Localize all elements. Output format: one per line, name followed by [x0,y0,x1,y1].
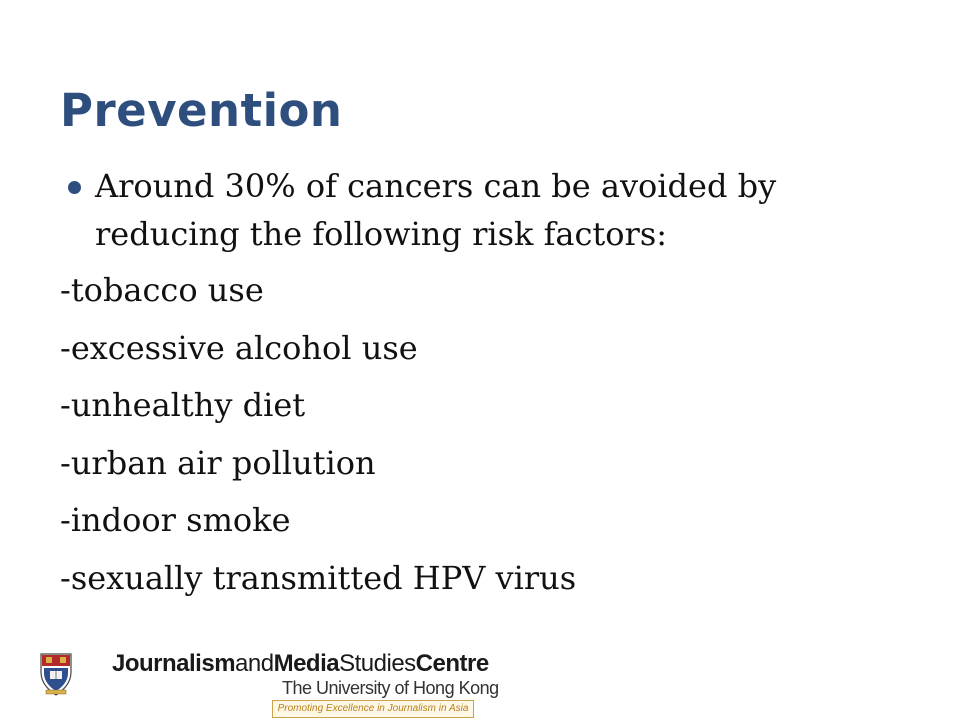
list-item: -tobacco use [60,271,264,309]
centre-name [112,650,489,678]
bullet-dot-icon [68,181,81,194]
list-item: -sexually transmitted HPV virus [60,558,577,597]
brand-word: Journalism [112,650,236,677]
list-item: -unhealthy diet [60,386,306,424]
brand-word: and [235,650,274,677]
slide-title: Prevention [60,84,343,137]
bullet-text: Around 30% of cancers can be avoided by reducing the following risk factors: [95,167,777,253]
risk-factor-list [60,266,576,611]
tagline: Promoting Excellence in Journalism in Asia [272,700,474,718]
brand-word: Media [273,650,340,677]
university-crest-icon [38,650,74,698]
bullet-item [60,162,880,258]
university-name: The University of Hong Kong [282,678,499,698]
footer [0,640,960,720]
brand-word: Centre [415,650,489,677]
list-item: -indoor smoke [60,501,291,539]
brand-word: Studies [339,650,416,677]
list-item: -urban air pollution [60,443,376,482]
list-item: -excessive alcohol use [60,328,418,367]
